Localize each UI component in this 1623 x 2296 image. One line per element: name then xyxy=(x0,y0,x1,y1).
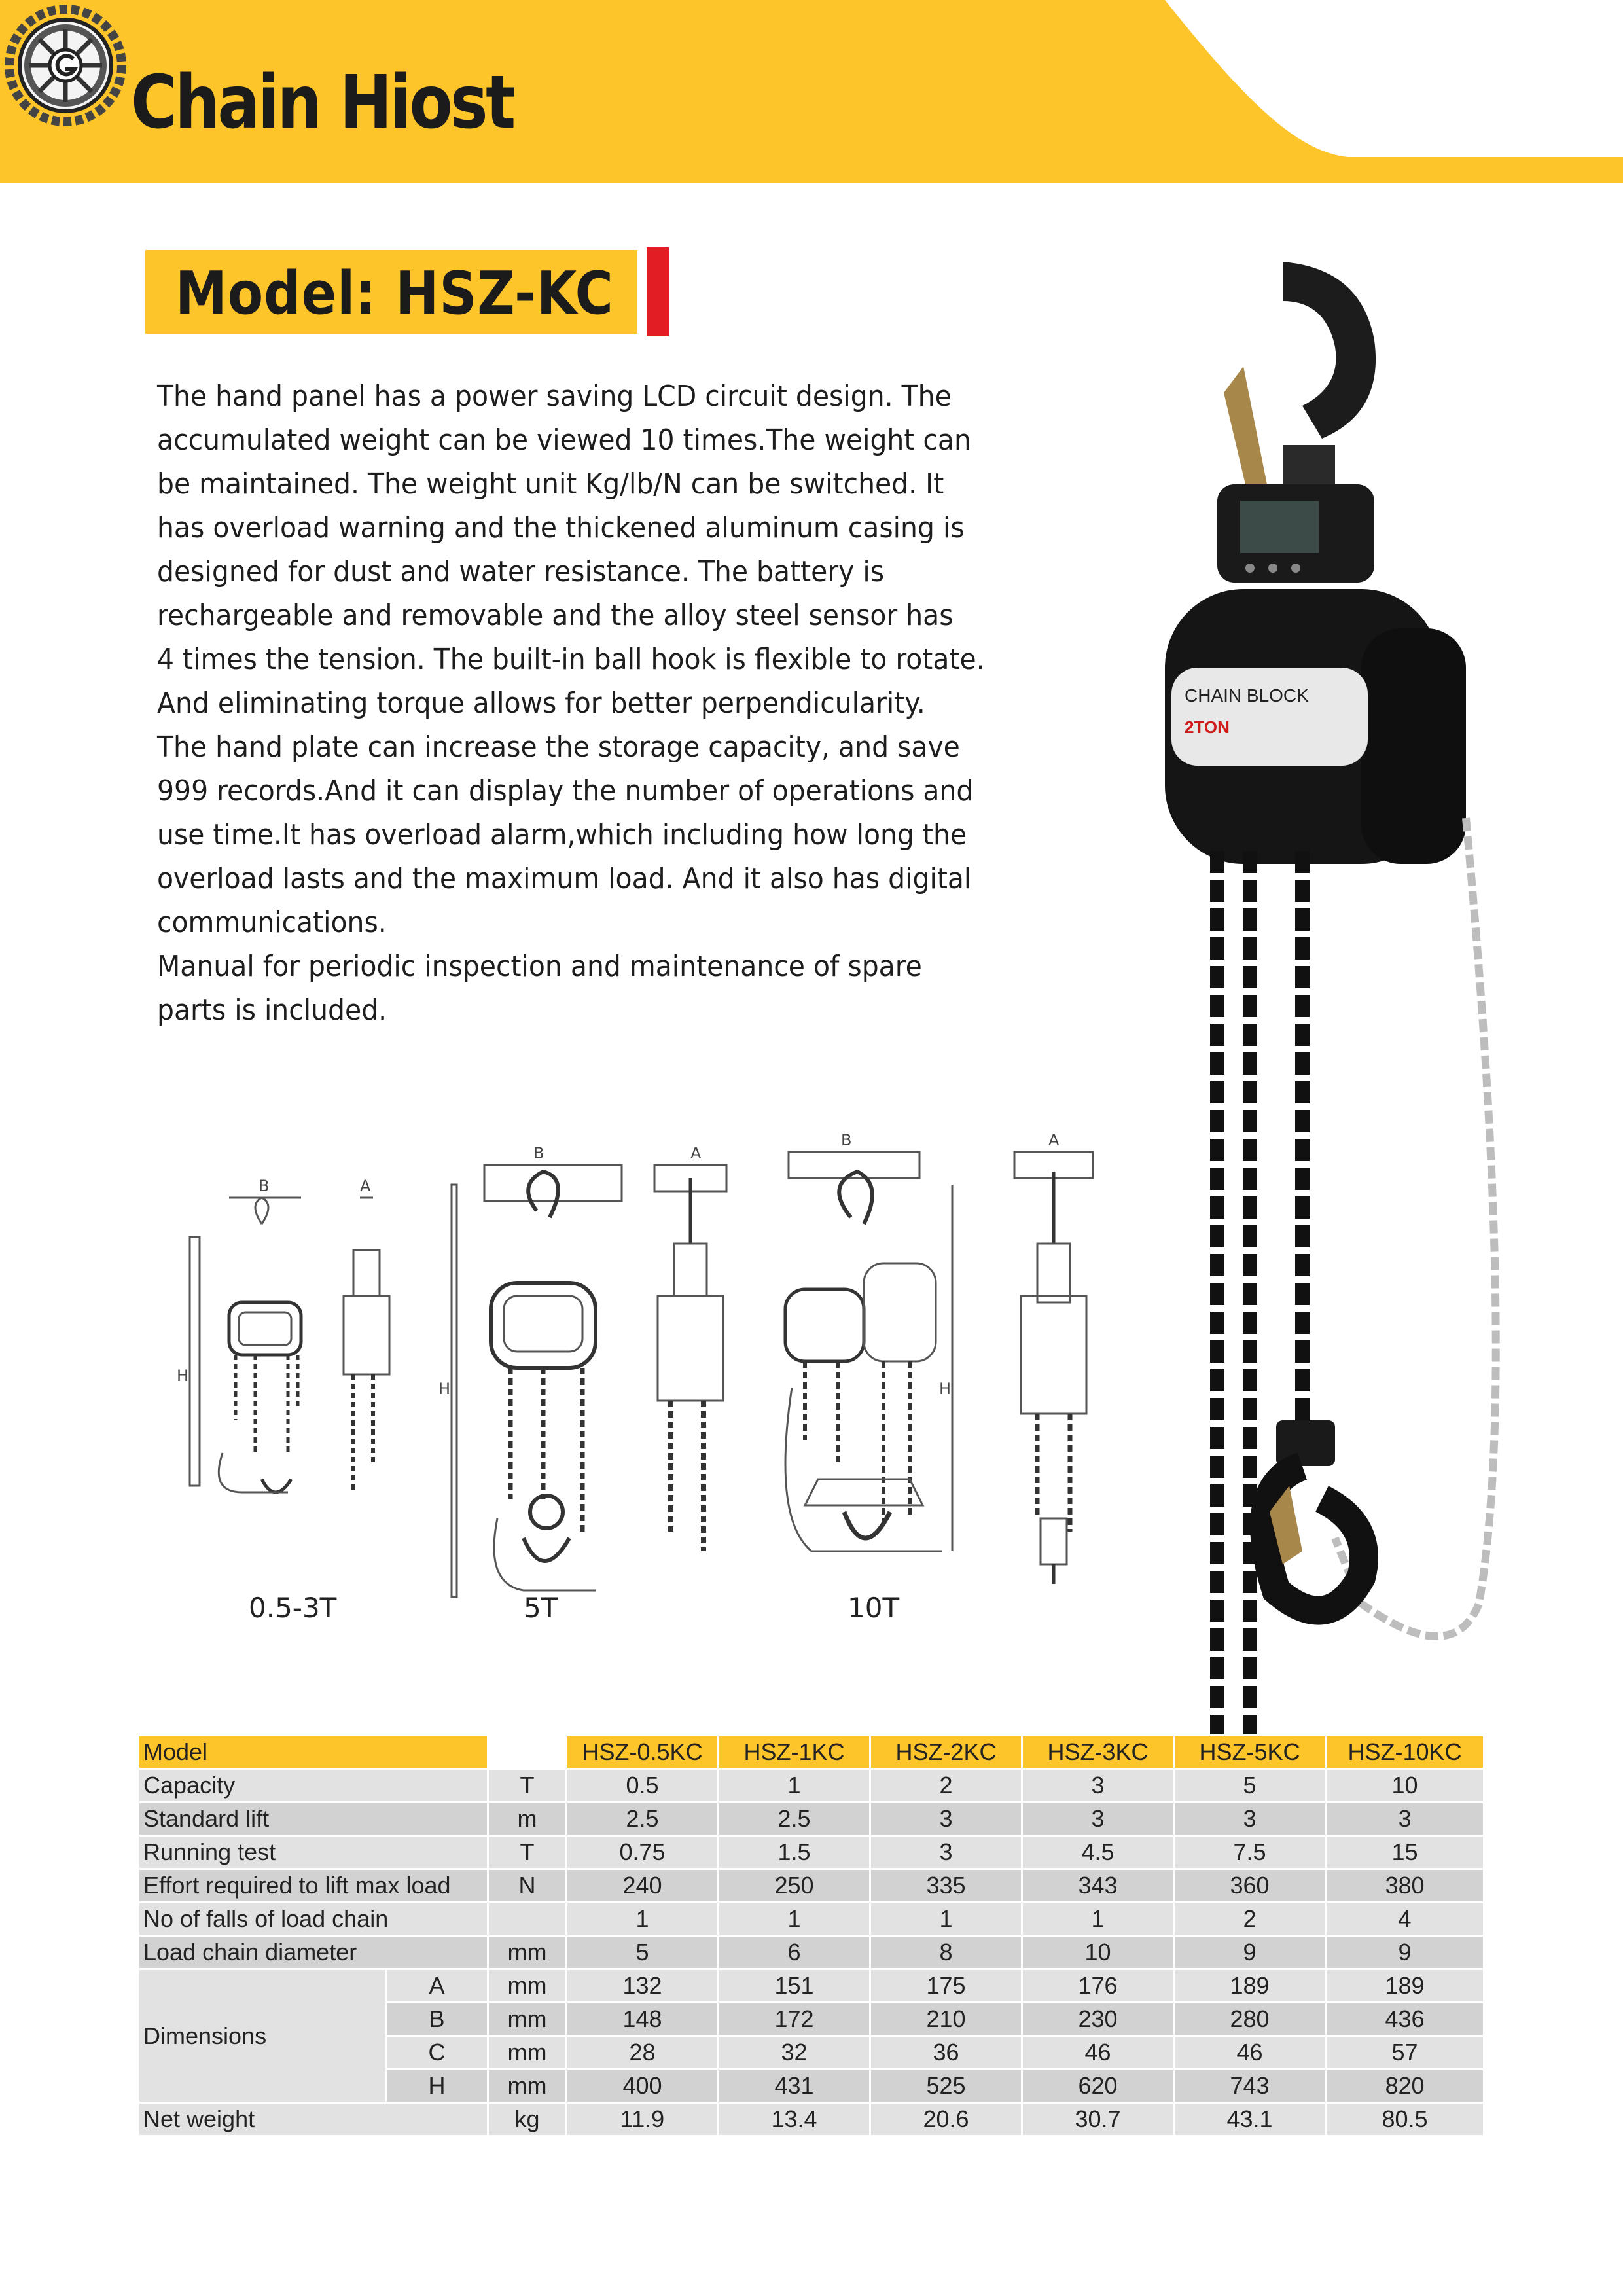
table-cell: 3 xyxy=(870,1836,1022,1869)
table-cell: 80.5 xyxy=(1326,2103,1484,2136)
unit-cell: mm xyxy=(488,2070,567,2103)
dimension-label-a: A xyxy=(360,1177,371,1195)
unit-cell: mm xyxy=(488,2036,567,2070)
dimension-sub-label: A xyxy=(386,1969,488,2003)
table-cell: 1 xyxy=(870,1903,1022,1936)
table-cell: 9 xyxy=(1174,1936,1326,1969)
column-header: HSZ-3KC xyxy=(1022,1736,1174,1769)
table-cell: 176 xyxy=(1022,1969,1174,2003)
model-divider xyxy=(640,247,647,334)
table-cell: 5 xyxy=(567,1936,719,1969)
nameplate-capacity: 2TON xyxy=(1185,717,1230,737)
dimension-sub-label: H xyxy=(386,2070,488,2103)
table-cell: 36 xyxy=(870,2036,1022,2070)
unit-cell: mm xyxy=(488,1969,567,2003)
drawing-medium-side xyxy=(654,1165,726,1551)
table-cell: 0.75 xyxy=(567,1836,719,1869)
table-cell: 11.9 xyxy=(567,2103,719,2136)
column-header xyxy=(488,1736,567,1769)
dimension-label-b: B xyxy=(259,1177,270,1195)
table-cell: 343 xyxy=(1022,1869,1174,1903)
unit-cell: mm xyxy=(488,2003,567,2036)
dimension-label-b: B xyxy=(533,1144,544,1162)
page-title: Chain Hiost xyxy=(131,60,514,145)
table-row xyxy=(139,2103,1484,2136)
table-cell: 189 xyxy=(1326,1969,1484,2003)
table-cell: 13.4 xyxy=(719,2103,870,2136)
table-cell: 8 xyxy=(870,1936,1022,1969)
table-row xyxy=(139,1836,1484,1869)
table-cell: 151 xyxy=(719,1969,870,2003)
chain-hoist-photo xyxy=(1086,262,1531,1741)
column-header: HSZ-5KC xyxy=(1174,1736,1326,1769)
table-cell: 525 xyxy=(870,2070,1022,2103)
row-label: Capacity xyxy=(139,1769,488,1803)
table-row xyxy=(139,1869,1484,1903)
table-cell: 3 xyxy=(1326,1803,1484,1836)
table-cell: 46 xyxy=(1022,2036,1174,2070)
description-line: Manual for periodic inspection and maintenance of spare xyxy=(157,950,922,983)
table-cell: 2.5 xyxy=(719,1803,870,1836)
table-cell: 335 xyxy=(870,1869,1022,1903)
table-cell: 2.5 xyxy=(567,1803,719,1836)
table-cell: 820 xyxy=(1326,2070,1484,2103)
description-line: parts is included. xyxy=(157,994,387,1027)
dimension-label-a: A xyxy=(1048,1131,1060,1149)
table-cell: 7.5 xyxy=(1174,1836,1326,1869)
description-line: 999 records.And it can display the number of operations and xyxy=(157,774,974,808)
row-label: Standard lift xyxy=(139,1803,488,1836)
table-cell: 210 xyxy=(870,2003,1022,2036)
unit-cell: T xyxy=(488,1769,567,1803)
drawing-caption: 5T xyxy=(524,1592,558,1624)
description-line: has overload warning and the thickened aluminum casing is xyxy=(157,511,965,545)
unit-cell: T xyxy=(488,1836,567,1869)
dimension-label-b: B xyxy=(841,1131,852,1149)
gear-chain-logo-icon xyxy=(0,0,131,131)
unit-cell: m xyxy=(488,1803,567,1836)
column-header: HSZ-10KC xyxy=(1326,1736,1484,1769)
table-cell: 172 xyxy=(719,2003,870,2036)
dimension-label-h: H xyxy=(438,1380,451,1398)
table-cell: 5 xyxy=(1174,1769,1326,1803)
table-cell: 9 xyxy=(1326,1936,1484,1969)
table-cell: 28 xyxy=(567,2036,719,2070)
description-line: rechargeable and removable and the alloy steel sensor has xyxy=(157,599,954,632)
table-cell: 148 xyxy=(567,2003,719,2036)
table-cell: 1 xyxy=(567,1903,719,1936)
table-cell: 360 xyxy=(1174,1869,1326,1903)
nameplate-title: CHAIN BLOCK xyxy=(1185,685,1309,706)
unit-cell xyxy=(488,1903,567,1936)
row-label: Effort required to lift max load xyxy=(139,1869,488,1903)
table-cell: 10 xyxy=(1326,1769,1484,1803)
table-cell: 30.7 xyxy=(1022,2103,1174,2136)
drawing-small-side xyxy=(344,1198,389,1492)
table-cell: 6 xyxy=(719,1936,870,1969)
table-cell: 175 xyxy=(870,1969,1022,2003)
drawing-small-front xyxy=(190,1198,301,1492)
unit-cell: mm xyxy=(488,1936,567,1969)
row-label: Net weight xyxy=(139,2103,488,2136)
table-cell: 10 xyxy=(1022,1936,1174,1969)
table-cell: 189 xyxy=(1174,1969,1326,2003)
dimension-label-h: H xyxy=(177,1367,189,1385)
table-cell: 3 xyxy=(1022,1769,1174,1803)
table-cell: 250 xyxy=(719,1869,870,1903)
column-header: HSZ-0.5KC xyxy=(567,1736,719,1769)
table-cell: 15 xyxy=(1326,1836,1484,1869)
description-line: And eliminating torque allows for better perpendicularity. xyxy=(157,687,925,720)
description-line: communications. xyxy=(157,906,387,939)
table-cell: 743 xyxy=(1174,2070,1326,2103)
row-label: No of falls of load chain xyxy=(139,1903,488,1936)
dimension-sub-label: C xyxy=(386,2036,488,2070)
table-cell: 46 xyxy=(1174,2036,1326,2070)
table-row xyxy=(139,1769,1484,1803)
dimension-label-h: H xyxy=(939,1380,952,1398)
table-cell: 380 xyxy=(1326,1869,1484,1903)
table-cell: 32 xyxy=(719,2036,870,2070)
drawing-caption: 0.5-3T xyxy=(249,1592,337,1624)
dimension-sub-label: B xyxy=(386,2003,488,2036)
table-cell: 1 xyxy=(719,1903,870,1936)
row-label: Running test xyxy=(139,1836,488,1869)
description-line: The hand plate can increase the storage capacity, and save xyxy=(157,730,960,764)
table-row xyxy=(139,1903,1484,1936)
drawing-caption: 10T xyxy=(847,1592,900,1624)
unit-cell: kg xyxy=(488,2103,567,2136)
dimension-label-a: A xyxy=(690,1144,702,1162)
table-cell: 436 xyxy=(1326,2003,1484,2036)
table-cell: 1 xyxy=(719,1769,870,1803)
row-label: Dimensions xyxy=(139,1969,386,2103)
table-cell: 4.5 xyxy=(1022,1836,1174,1869)
drawing-large-front xyxy=(785,1152,952,1551)
product-description xyxy=(157,374,1073,1032)
table-cell: 2 xyxy=(1174,1903,1326,1936)
specifications-table xyxy=(137,1734,1485,2137)
description-line: be maintained. The weight unit Kg/lb/N can be switched. It xyxy=(157,467,944,501)
description-line: designed for dust and water resistance. The battery is xyxy=(157,555,885,588)
table-cell: 240 xyxy=(567,1869,719,1903)
column-header: HSZ-1KC xyxy=(719,1736,870,1769)
description-line: overload lasts and the maximum load. And it also has digital xyxy=(157,862,972,895)
table-row xyxy=(139,1969,1484,2003)
table-cell: 4 xyxy=(1326,1903,1484,1936)
drawing-large-side xyxy=(1014,1152,1093,1584)
table-row xyxy=(139,1936,1484,1969)
table-cell: 400 xyxy=(567,2070,719,2103)
description-line: The hand panel has a power saving LCD circuit design. The xyxy=(157,380,952,413)
table-cell: 620 xyxy=(1022,2070,1174,2103)
header-banner xyxy=(0,0,1623,183)
table-cell: 3 xyxy=(1022,1803,1174,1836)
drawing-medium-front xyxy=(452,1165,622,1597)
technical-drawings xyxy=(157,1113,1139,1610)
table-cell: 20.6 xyxy=(870,2103,1022,2136)
table-cell: 230 xyxy=(1022,2003,1174,2036)
table-cell: 132 xyxy=(567,1969,719,2003)
column-header: HSZ-2KC xyxy=(870,1736,1022,1769)
description-line: 4 times the tension. The built-in ball hook is flexible to rotate. xyxy=(157,643,985,676)
table-cell: 1 xyxy=(1022,1903,1174,1936)
row-label: Load chain diameter xyxy=(139,1936,488,1969)
table-cell: 57 xyxy=(1326,2036,1484,2070)
column-header: Model xyxy=(139,1736,488,1769)
description-line: accumulated weight can be viewed 10 times.The weight can xyxy=(157,423,971,457)
table-cell: 3 xyxy=(870,1803,1022,1836)
table-header-row xyxy=(139,1736,1484,1769)
model-label: Model: HSZ-KC xyxy=(175,259,614,328)
table-cell: 280 xyxy=(1174,2003,1326,2036)
description-line: use time.It has overload alarm,which including how long the xyxy=(157,818,967,852)
table-cell: 0.5 xyxy=(567,1769,719,1803)
table-cell: 3 xyxy=(1174,1803,1326,1836)
table-cell: 43.1 xyxy=(1174,2103,1326,2136)
table-row xyxy=(139,1803,1484,1836)
table-cell: 431 xyxy=(719,2070,870,2103)
model-accent-bar xyxy=(647,247,669,336)
unit-cell: N xyxy=(488,1869,567,1903)
table-cell: 2 xyxy=(870,1769,1022,1803)
table-cell: 1.5 xyxy=(719,1836,870,1869)
